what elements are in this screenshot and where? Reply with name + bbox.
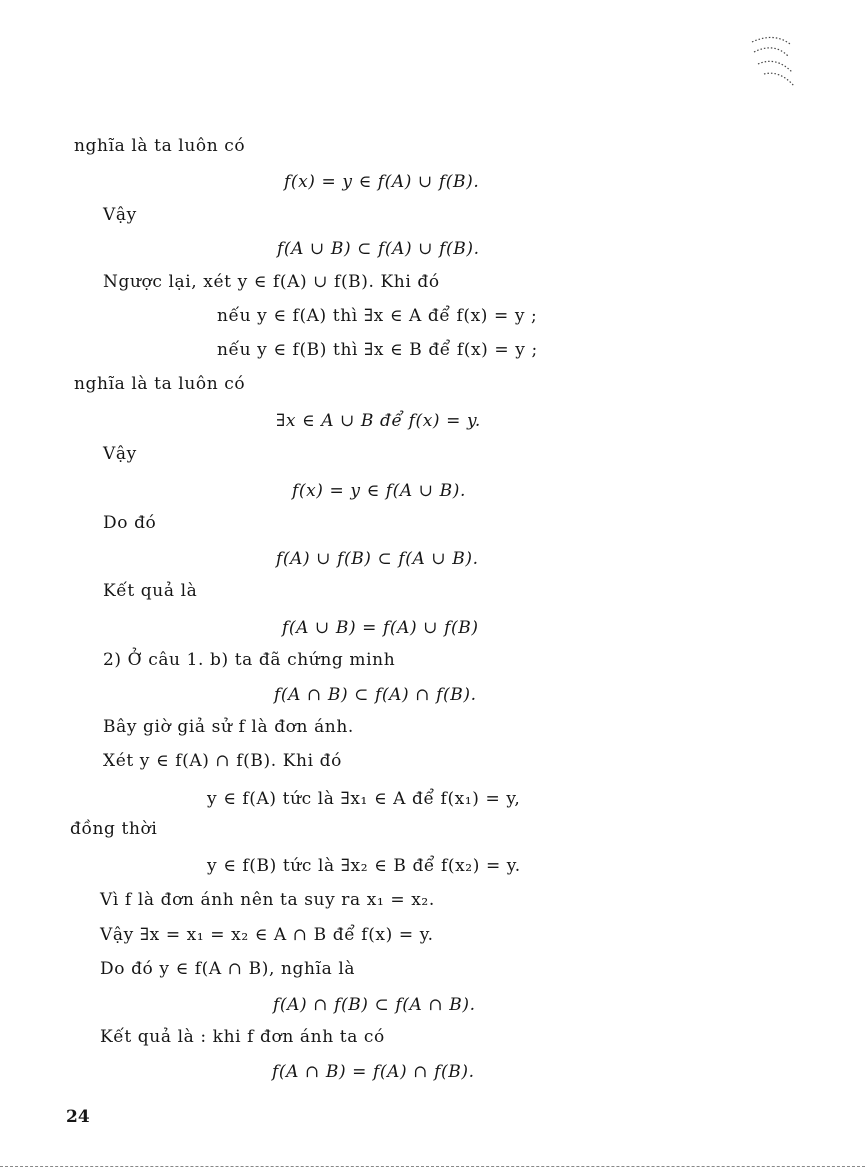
text-line: đồng thời <box>70 819 158 839</box>
text-line: Do đó <box>103 513 157 533</box>
text-line: 2) Ở câu 1. b) ta đã chứng minh <box>103 650 396 670</box>
text-line: Vì f là đơn ánh nên ta suy ra x₁ = x₂. <box>100 890 435 910</box>
text-line: Vậy <box>103 444 137 464</box>
formula-line: ∃x ∈ A ∪ B để f(x) = y. <box>276 411 481 431</box>
page-bottom-rule <box>0 1166 865 1167</box>
library-stamp <box>744 30 802 94</box>
text-line: Do đó y ∈ f(A ∩ B), nghĩa là <box>100 959 356 979</box>
formula-line: f(A ∪ B) = f(A) ∪ f(B) <box>282 618 479 638</box>
text-line: nghĩa là ta luôn có <box>74 374 246 394</box>
text-line: nếu y ∈ f(B) thì ∃x ∈ B để f(x) = y ; <box>217 340 538 360</box>
formula-line: f(A) ∪ f(B) ⊂ f(A ∪ B). <box>276 549 479 569</box>
text-line: Ngược lại, xét y ∈ f(A) ∪ f(B). Khi đó <box>103 272 440 292</box>
formula-line: f(A ∩ B) = f(A) ∩ f(B). <box>272 1062 475 1082</box>
page-number: 24 <box>66 1107 90 1127</box>
text-line: nếu y ∈ f(A) thì ∃x ∈ A để f(x) = y ; <box>217 306 538 326</box>
formula-line: f(x) = y ∈ f(A ∪ B). <box>292 481 466 501</box>
formula-line: f(A) ∩ f(B) ⊂ f(A ∩ B). <box>273 995 476 1015</box>
text-line: Xét y ∈ f(A) ∩ f(B). Khi đó <box>103 751 342 771</box>
text-line: y ∈ f(A) tức là ∃x₁ ∈ A để f(x₁) = y, <box>207 789 521 809</box>
text-line: Kết quả là <box>103 581 198 601</box>
text-line: Vậy <box>103 205 137 225</box>
formula-line: f(A ∩ B) ⊂ f(A) ∩ f(B). <box>274 685 477 705</box>
text-line: Kết quả là : khi f đơn ánh ta có <box>100 1027 385 1047</box>
text-line: nghĩa là ta luôn có <box>74 136 246 156</box>
text-line: y ∈ f(B) tức là ∃x₂ ∈ B để f(x₂) = y. <box>207 856 521 876</box>
text-line: Bây giờ giả sử f là đơn ánh. <box>103 717 354 737</box>
formula-line: f(A ∪ B) ⊂ f(A) ∪ f(B). <box>277 239 480 259</box>
formula-line: f(x) = y ∈ f(A) ∪ f(B). <box>284 172 480 192</box>
text-line: Vậy ∃x = x₁ = x₂ ∈ A ∩ B để f(x) = y. <box>100 925 434 945</box>
